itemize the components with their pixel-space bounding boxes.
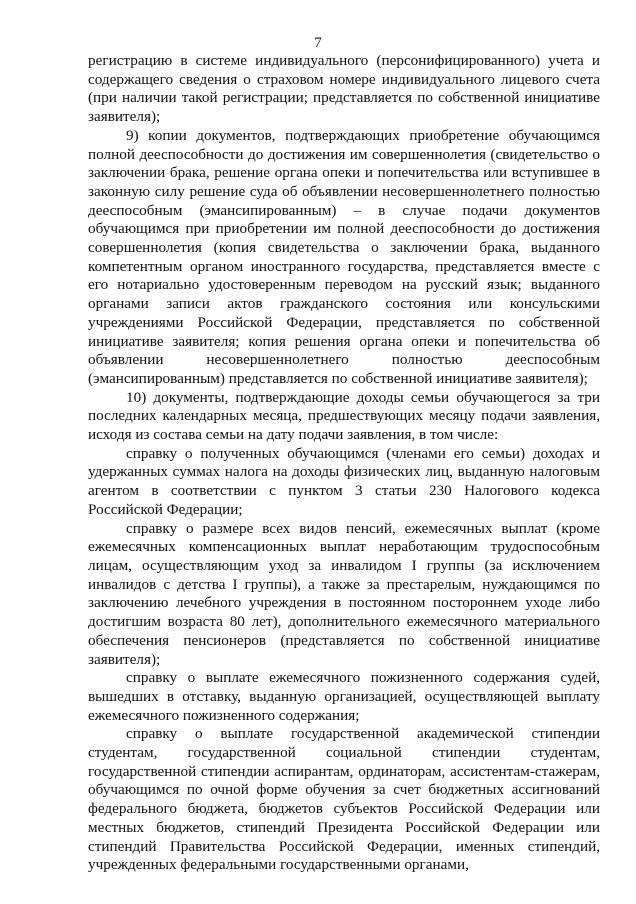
paragraph-scholarship-certificate: справку о выплате государственной академической стипендии студентам, государственной социальной стипендии студентам, государственной стипендии аспирантам, ординаторам, ассистентам-стажерам, обучающимся по очной форме обучения за счет бюджетных ассигнований федерального бюджета, бюджетов субъектов Российской Федерации или местных бюджетов, стипендий Президента Российской Федерации или стипендий Правительства Российской Федерации, именных стипендий, учрежденных федеральными государственными органами, — [88, 725, 600, 874]
paragraph-item-9: 9) копии документов, подтверждающих приобретение обучающимся полной дееспособности до достижения им совершеннолетия (свидетельство о заключении брака, решение органа опеки и попечительства или вступившее в законную силу решение суда об объявлении несовершеннолетнего полностью дееспособным (эмансипированным) – в случае подачи документов обучающимся при приобретении им полной дееспособности до достижения совершеннолетия (копия свидетельства о заключении брака, выданного компетентным органом иностранного государства, представляется вместе с его нотариально удостоверенным переводом на русский язык; выданного органами записи актов гражданского состояния или консульскими учреждениями Российской Федерации, представляется по собственной инициативе заявителя; копия решения органа опеки и попечительства об объявлении несовершеннолетнего полностью дееспособным (эмансипированным) представляется по собственной инициативе заявителя); — [88, 126, 600, 387]
paragraph-pension-certificate: справку о размере всех видов пенсий, ежемесячных выплат (кроме ежемесячных компенсационных выплат неработающим трудоспособным лицам, осуществляющим уход за инвалидом I группы (за исключением инвалидов с детства I группы), а также за престарелым, нуждающимся по заключению лечебного учреждения в постоянном постороннем уходе либо достигшим возраста 80 лет), дополнительного ежемесячного материального обеспечения пенсионеров (представляется по собственной инициативе заявителя); — [88, 519, 600, 668]
paragraph-judges-maintenance-certificate: справку о выплате ежемесячного пожизненного содержания судей, вышедших в отставку, выданную организацией, осуществляющей выплату ежемесячного пожизненного содержания; — [88, 669, 600, 724]
paragraph-item-10: 10) документы, подтверждающие доходы семьи обучающегося за три последних календарных месяца, предшествующих месяцу подачи заявления, исходя из состава семьи на дату подачи заявления, в том числе: — [88, 388, 600, 444]
paragraph-registration-continuation: регистрацию в системе индивидуального (персонифицированного) учета и содержащего сведения о страховом номере индивидуального лицевого счета (при наличии такой регистрации; представляется по собственной инициативе заявителя); — [88, 52, 600, 126]
paragraph-income-certificate: справку о полученных обучающимся (членами его семьи) доходах и удержанных суммах налога на доходы физических лиц, выданную налоговым агентом в соответствии с пунктом 3 статьи 230 Налогового кодекса Российской Федерации; — [88, 444, 600, 518]
document-body — [88, 52, 600, 875]
page-number: 7 — [314, 35, 322, 51]
